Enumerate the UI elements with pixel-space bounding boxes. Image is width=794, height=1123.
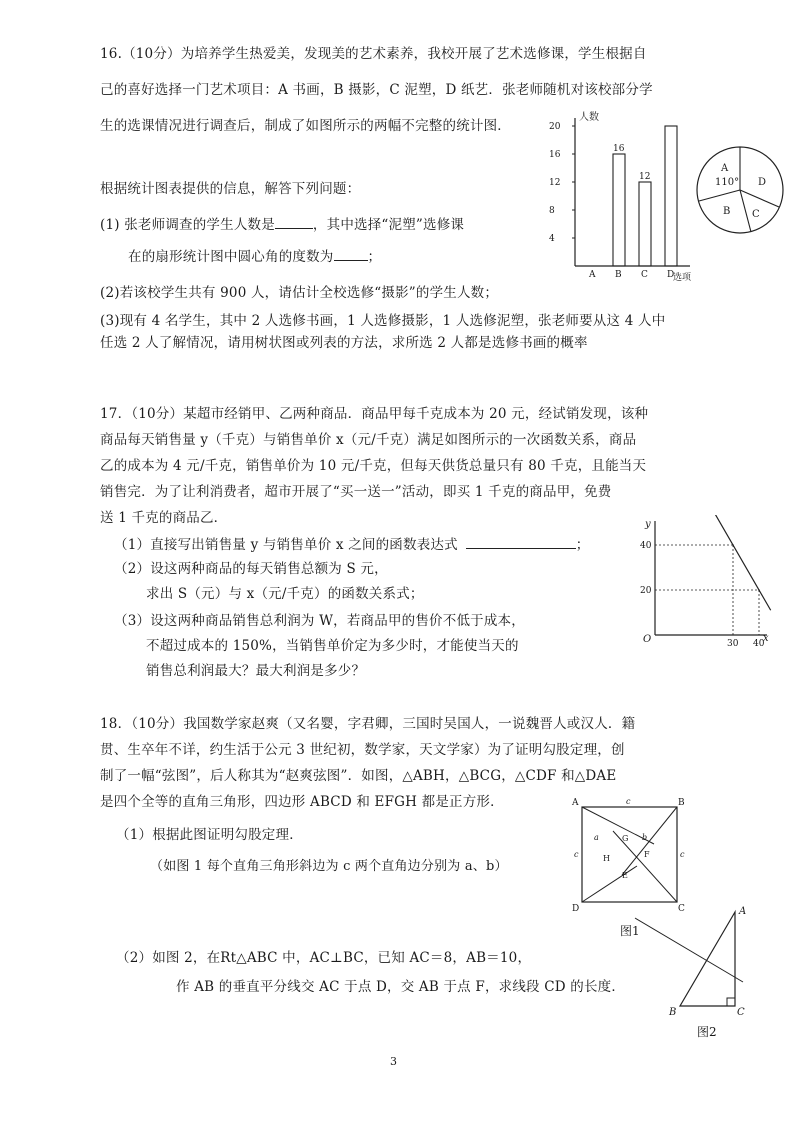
label-h: H xyxy=(603,854,610,863)
label-side-b: b xyxy=(642,833,648,842)
pie-label-a: A xyxy=(721,163,729,174)
label-b: B xyxy=(669,1007,677,1018)
label-side-c-right: c xyxy=(680,850,685,859)
x-axis-label: x xyxy=(763,633,769,644)
q18-line3: 制了一幅“弦图”，后人称其为“赵爽弦图”．如图，△ABH，△BCG，△CDF 和△DAE xyxy=(100,768,617,784)
q16-part1-d: ； xyxy=(367,249,382,265)
q17-part3a: （3）设这两种商品销售总利润为 W，若商品甲的售价不低于成本， xyxy=(114,613,525,629)
y-tick-label: 20 xyxy=(549,122,561,132)
q18-part1-note: （如图 1 每个直角三角形斜边为 c 两个直角边分别为 a、b） xyxy=(150,859,508,874)
x-category-label: B xyxy=(615,270,622,280)
q17-part3c: 销售总利润最大？最大利润是多少？ xyxy=(146,663,366,679)
answer-blank xyxy=(466,548,576,549)
tick-labels xyxy=(640,541,765,649)
perpendicular-bisector xyxy=(635,918,743,982)
q17-part2a: （2）设这两种商品的每天销售总额为 S 元， xyxy=(114,561,388,577)
q17-part1 xyxy=(114,536,590,554)
q17-line5: 送 1 千克的商品乙． xyxy=(100,510,228,526)
q17-line1: 17．（10分）某超市经销甲、乙两种商品．商品甲每千克成本为 20 元，经试销发现，该种 xyxy=(100,406,649,422)
bar xyxy=(613,154,625,266)
bar xyxy=(665,126,677,266)
q18-part1: （1）根据此图证明勾股定理． xyxy=(116,827,303,843)
label-side-c-top: c xyxy=(626,797,631,806)
y-axis-label: 人数 xyxy=(579,112,599,123)
data-point xyxy=(732,544,734,546)
square-abcd xyxy=(582,807,677,902)
q16-part1 xyxy=(100,216,464,234)
bar-chart xyxy=(545,108,700,283)
q16-part1-c: 在的扇形统计图中圆心角的度数为 xyxy=(128,249,334,265)
q16-part1-a: (1) 张老师调查的学生人数是 xyxy=(100,217,275,233)
answer-blank xyxy=(334,260,368,261)
q18-part2b: 作 AB 的垂直平分线交 AC 于点 D，交 AB 于点 F，求线段 CD 的长度． xyxy=(176,979,626,995)
line-chart xyxy=(635,515,775,650)
bar xyxy=(639,182,651,266)
label-d: D xyxy=(572,904,580,914)
triangle-edge xyxy=(622,807,677,875)
figure-2-caption: 图2 xyxy=(697,1025,717,1039)
q16-part2: (2)若该校学生共有 900 人，请估计全校选修“摄影”的学生人数； xyxy=(100,285,499,301)
q17-line3: 乙的成本为 4 元/千克，销售单价为 10 元/千克，但每天供货总量只有 80 千克，且能当天 xyxy=(100,458,647,474)
q17-part1-text: （1）直接写出销售量 y 与销售单价 x 之间的函数表达式 xyxy=(114,537,458,553)
label-e: E xyxy=(622,871,628,880)
q18-line2: 贯、生卒年不详，约生活于公元 3 世纪初，数学家，天文学家）为了证明勾股定理，创 xyxy=(100,742,625,758)
triangle-edge xyxy=(582,866,637,902)
label-side-a: a xyxy=(594,833,599,842)
bar-value-label: 12 xyxy=(639,172,651,182)
answer-blank xyxy=(275,228,313,229)
x-tick-label: 40 xyxy=(753,639,765,649)
right-angle-mark xyxy=(727,998,735,1006)
q16-part3a: (3)现有 4 名学生，其中 2 人选修书画，1 人选修摄影，1 人选修泥塑，张老师要从这 4 人中 xyxy=(100,313,666,329)
series-line xyxy=(707,515,771,610)
q16-line1: 16.（10分）为培养学生热爱美，发现美的艺术素养，我校开展了艺术选修课，学生根据自 xyxy=(100,46,647,62)
q16-line2: 己的喜好选择一门艺术项目：A 书画，B 摄影，C 泥塑，D 纸艺．张老师随机对该校部分学 xyxy=(100,82,653,98)
q17-part2b: 求出 S（元）与 x（元/千克）的函数关系式； xyxy=(146,586,424,602)
y-tick-label: 40 xyxy=(640,541,652,551)
pie-label-b: B xyxy=(723,206,731,217)
origin-label: O xyxy=(643,634,652,645)
pie-label-d: D xyxy=(758,177,767,188)
label-c: C xyxy=(737,1007,745,1018)
q18-line1: 18．（10分）我国数学家赵爽（又名婴，字君卿，三国时吴国人，一说魏晋人或汉人．籍 xyxy=(100,716,636,732)
page-number: 3 xyxy=(390,1055,397,1068)
y-tick-label: 16 xyxy=(549,150,561,160)
pie-sector-line xyxy=(699,190,740,201)
x-category-label: C xyxy=(641,270,648,280)
figure-1-caption: 图1 xyxy=(620,924,640,938)
triangle-abc xyxy=(680,912,735,1006)
label-g: G xyxy=(622,834,629,843)
x-categories xyxy=(588,270,674,280)
q18-part2a: （2）如图 2，在Rt△ABC 中，AC⊥BC，已知 AC＝8，AB＝10， xyxy=(116,950,532,966)
bars xyxy=(613,126,677,266)
label-a: A xyxy=(572,798,579,808)
label-c: C xyxy=(678,904,685,914)
x-tick-label: 30 xyxy=(727,639,739,649)
pie-sector-line xyxy=(740,190,751,232)
label-side-c-left: c xyxy=(574,850,579,859)
x-category-label: A xyxy=(589,270,596,280)
q17-part3b: 不超过成本的 150%，当销售单价定为多少时，才能使当天的 xyxy=(146,638,519,654)
pie-sector-line xyxy=(740,190,779,207)
pie-chart xyxy=(693,143,788,238)
line-series xyxy=(707,515,771,610)
y-tick-label: 12 xyxy=(549,178,561,188)
figure-2-right-triangle xyxy=(625,900,775,1045)
y-tick-label: 20 xyxy=(640,586,652,596)
q17-line2: 商品每天销售量 y（千克）与销售单价 x（元/千克）满足如图所示的一次函数关系，商品 xyxy=(100,432,637,448)
q16-part1-cont xyxy=(128,248,381,266)
guide-lines xyxy=(655,545,759,635)
q17-part1-end: ； xyxy=(575,537,590,553)
bar-value-label: 16 xyxy=(613,144,625,154)
label-f: F xyxy=(644,850,650,859)
y-ticks xyxy=(549,122,575,244)
pie-label-c: C xyxy=(752,209,760,220)
q16-part1-b: ，其中选择“泥塑”选修课 xyxy=(312,217,465,233)
data-point xyxy=(758,589,760,591)
label-a: A xyxy=(739,906,747,917)
q18-line4: 是四个全等的直角三角形，四边形 ABCD 和 EFGH 都是正方形． xyxy=(100,794,504,810)
y-tick-label: 4 xyxy=(549,234,555,244)
q16-line4: 根据统计图表提供的信息，解答下列问题： xyxy=(100,181,361,197)
x-axis-label: 选项 xyxy=(673,273,692,283)
x-category-label: D xyxy=(667,270,675,280)
q16-part3b: 任选 2 人了解情况，请用树状图或列表的方法，求所选 2 人都是选修书画的概率 xyxy=(100,335,588,351)
y-axis-label: y xyxy=(645,519,651,530)
pie-label-a-angle: 110° xyxy=(715,177,740,188)
y-tick-label: 8 xyxy=(549,206,555,216)
q17-line4: 销售完．为了让利消费者，超市开展了“买一送一”活动，即买 1 千克的商品甲，免费 xyxy=(100,484,612,500)
q16-line3: 生的选课情况进行调查后，制成了如图所示的两幅不完整的统计图． xyxy=(100,118,511,134)
label-b: B xyxy=(678,798,685,808)
